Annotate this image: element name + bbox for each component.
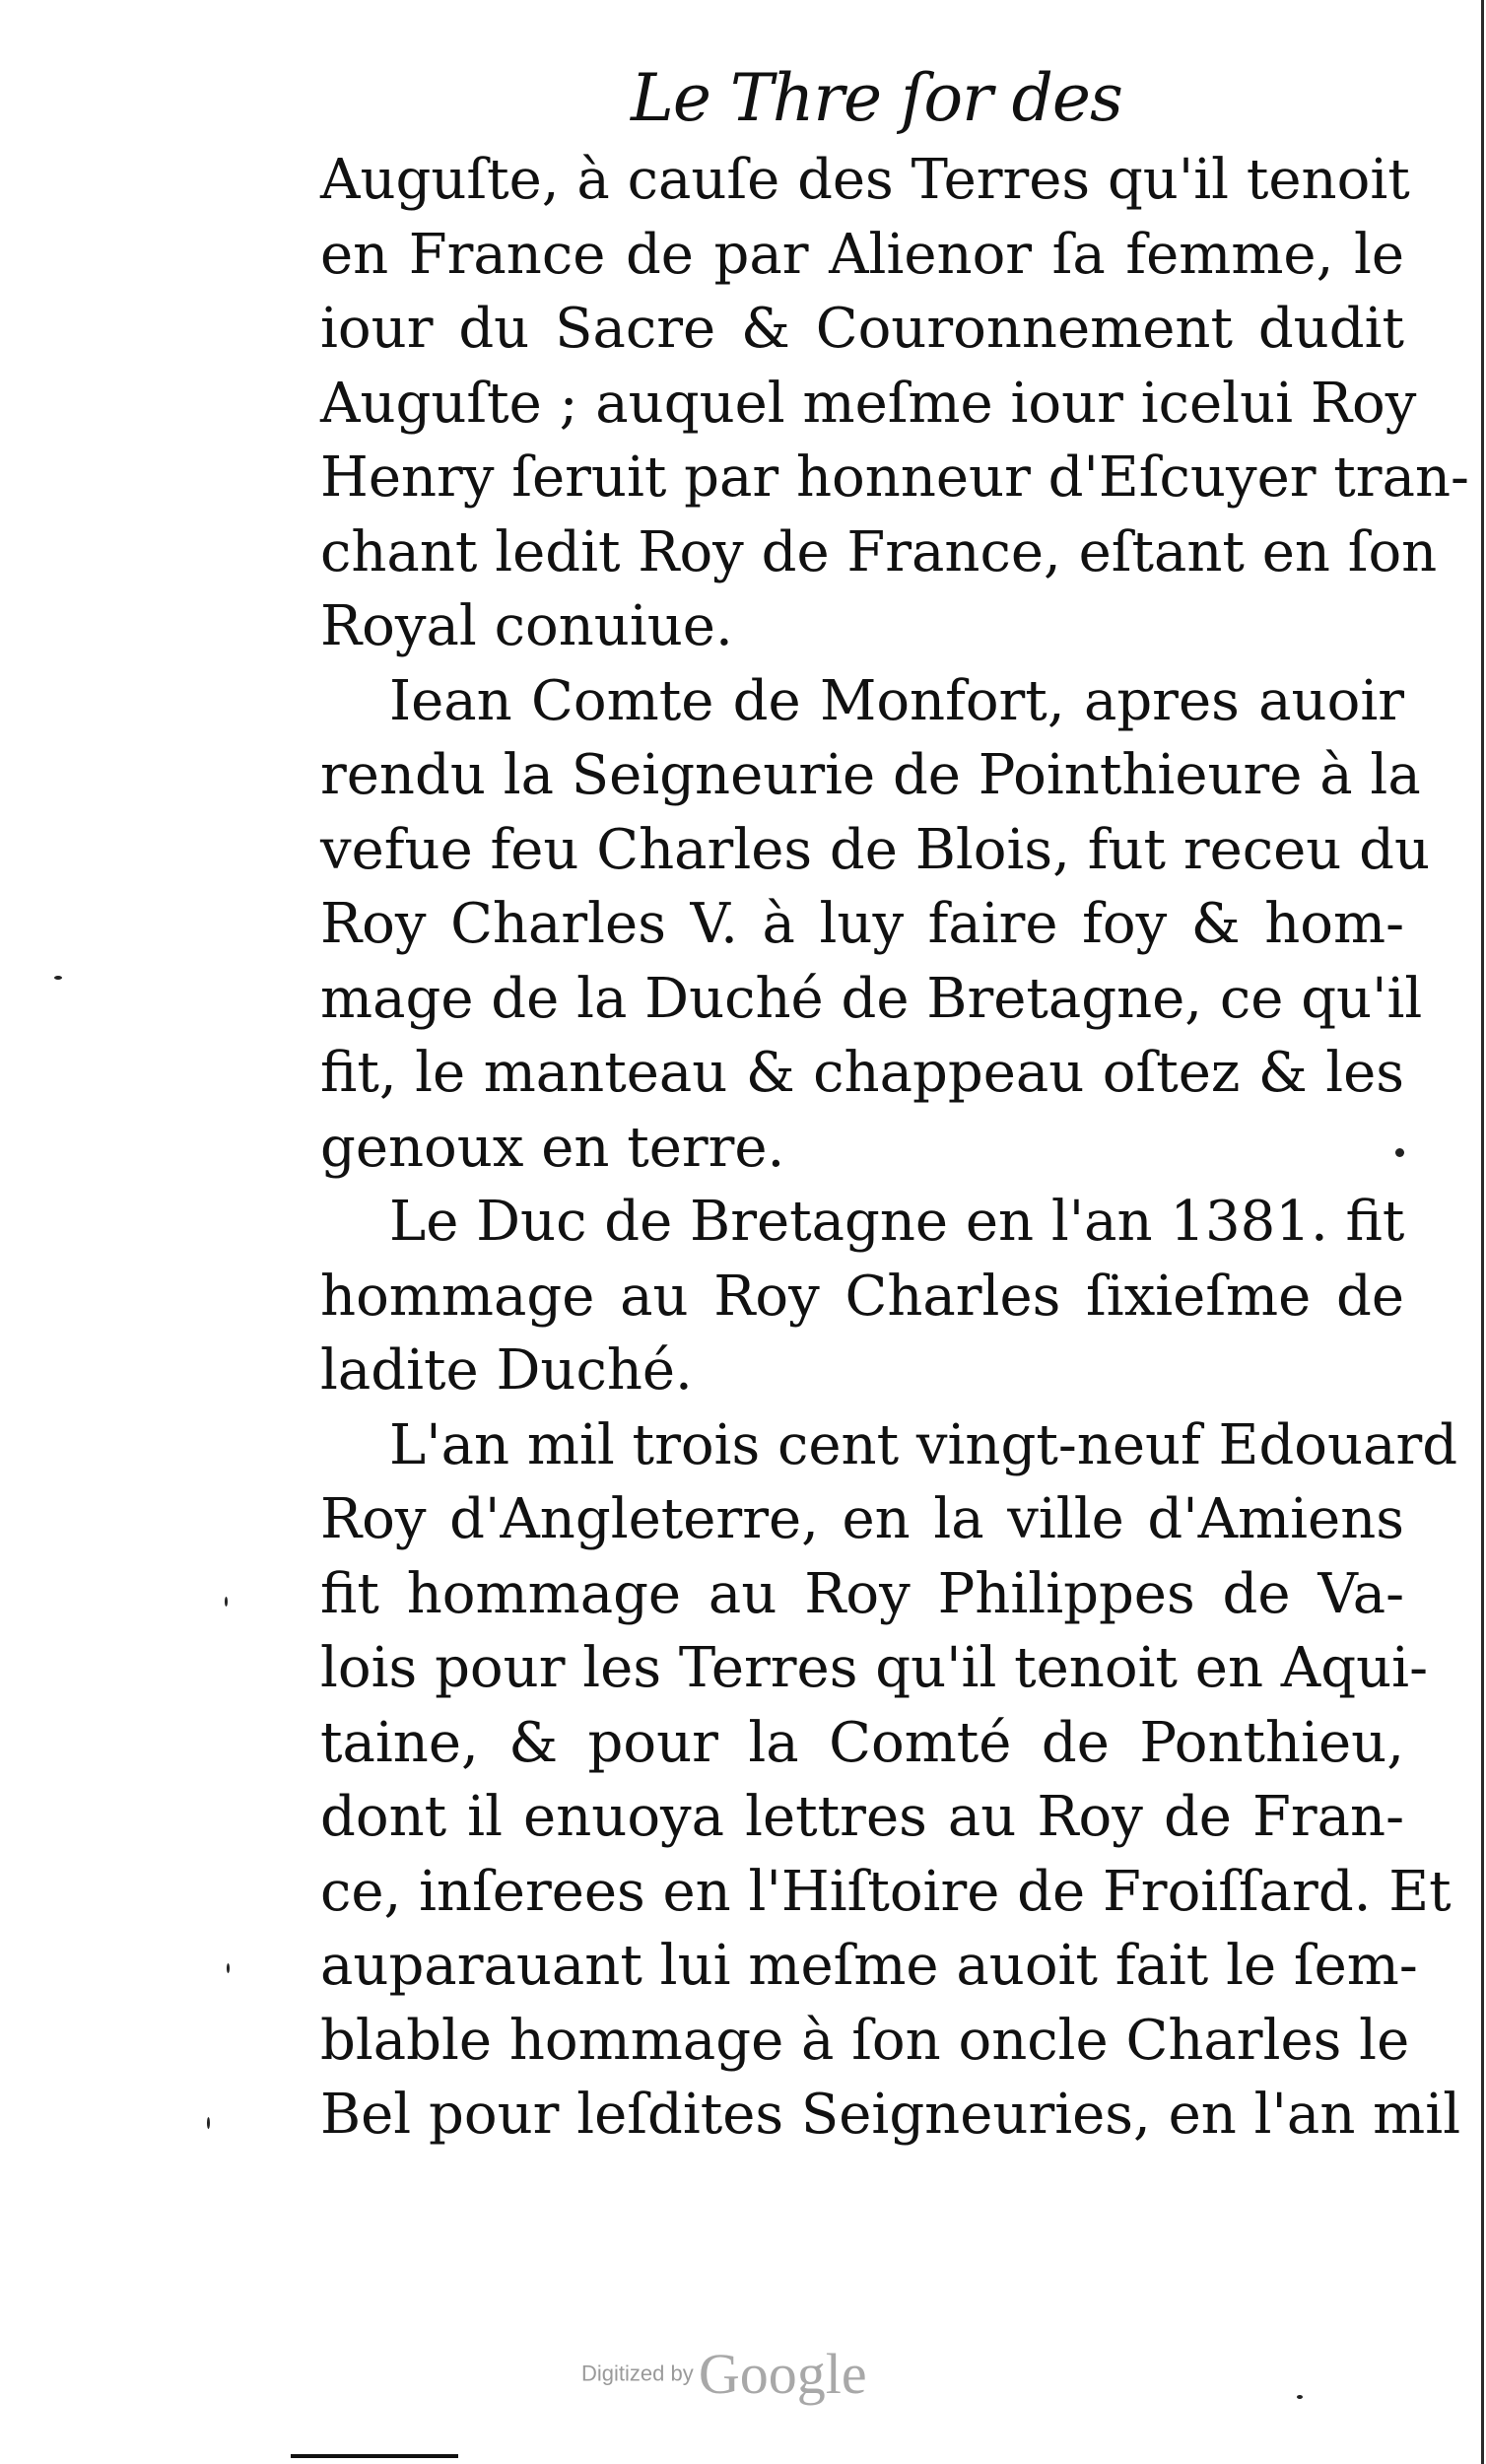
ink-speck <box>1297 2395 1303 2399</box>
text-line: Roy Charles V. à luy faire foy & hom- <box>320 892 1404 956</box>
text-line: rendu la Seigneurie de Pointhieure à la <box>320 743 1421 807</box>
text-line: Iean Comte de Monfort, apres auoir <box>389 668 1404 733</box>
text-line: chant ledit Roy de France, eſtant en ſon <box>320 519 1438 584</box>
watermark-prefix: Digitized by <box>581 2361 694 2386</box>
page-gutter-edge <box>1481 0 1484 2464</box>
text-line: blable hommage à ſon oncle Charles le <box>320 2008 1410 2073</box>
text-line: dont il enuoya lettres au Roy de Fran- <box>320 1785 1404 1849</box>
text-line: genoux en terre. <box>320 1115 785 1180</box>
ink-speck <box>1395 1148 1404 1157</box>
text-line: taine, & pour la Comté de Ponthieu, <box>320 1710 1404 1775</box>
ink-speck <box>54 976 62 980</box>
text-line: Royal conuiue. <box>320 594 733 658</box>
text-line: fit hommage au Roy Philippes de Va- <box>320 1561 1404 1626</box>
paragraph-3 <box>320 1185 1404 1408</box>
text-line: hommage au Roy Charles ſixieſme de <box>320 1264 1404 1329</box>
text-line: Henry ſeruit par honneur d'Eſcuyer tran- <box>320 445 1469 510</box>
text-line: L'an mil trois cent vingt-neuf Edouard <box>389 1412 1458 1477</box>
paragraph-4 <box>320 1408 1461 2153</box>
ink-speck <box>207 2117 210 2129</box>
text-line: vefue feu Charles de Blois, fut receu du <box>320 817 1431 882</box>
text-line: fit, le manteau & chappeau oſtez & les <box>320 1041 1404 1105</box>
text-line: auparauant lui meſme auoit fait le ſem- <box>320 1934 1418 1998</box>
google-logo-icon: Google <box>698 2342 867 2406</box>
ink-speck <box>227 1963 230 1973</box>
body-text <box>320 143 1469 2153</box>
text-line: ladite Duché. <box>320 1338 693 1403</box>
ink-speck <box>225 1597 228 1607</box>
text-line: Bel pour leſdites Seigneuries, en l'an mil <box>320 2083 1461 2147</box>
text-line: lois pour les Terres qu'il tenoit en Aqui- <box>320 1636 1428 1700</box>
text-line: mage de la Duché de Bretagne, ce qu'il <box>320 966 1423 1031</box>
running-head: Le Thre ſor des <box>631 60 1122 136</box>
digitized-by-google-watermark <box>581 2341 867 2407</box>
paragraph-2 <box>320 664 1431 1186</box>
text-line: Roy d'Angleterre, en la ville d'Amiens <box>320 1487 1404 1551</box>
text-line: Auguſte ; auquel meſme iour icelui Roy <box>320 371 1417 436</box>
text-line: Le Duc de Bretagne en l'an 1381. fit <box>389 1190 1405 1254</box>
text-line: iour du Sacre & Couronnement dudit <box>320 297 1404 361</box>
text-line: en France de par Alienor ſa femme, le <box>320 222 1404 287</box>
text-line: Auguſte, à cauſe des Terres qu'il tenoit <box>320 148 1410 212</box>
paragraph-1 <box>320 143 1469 664</box>
text-line: ce, inſerees en l'Hiſtoire de Froiſſard. Et <box>320 1859 1452 1924</box>
bottom-edge-rule <box>291 2454 458 2458</box>
